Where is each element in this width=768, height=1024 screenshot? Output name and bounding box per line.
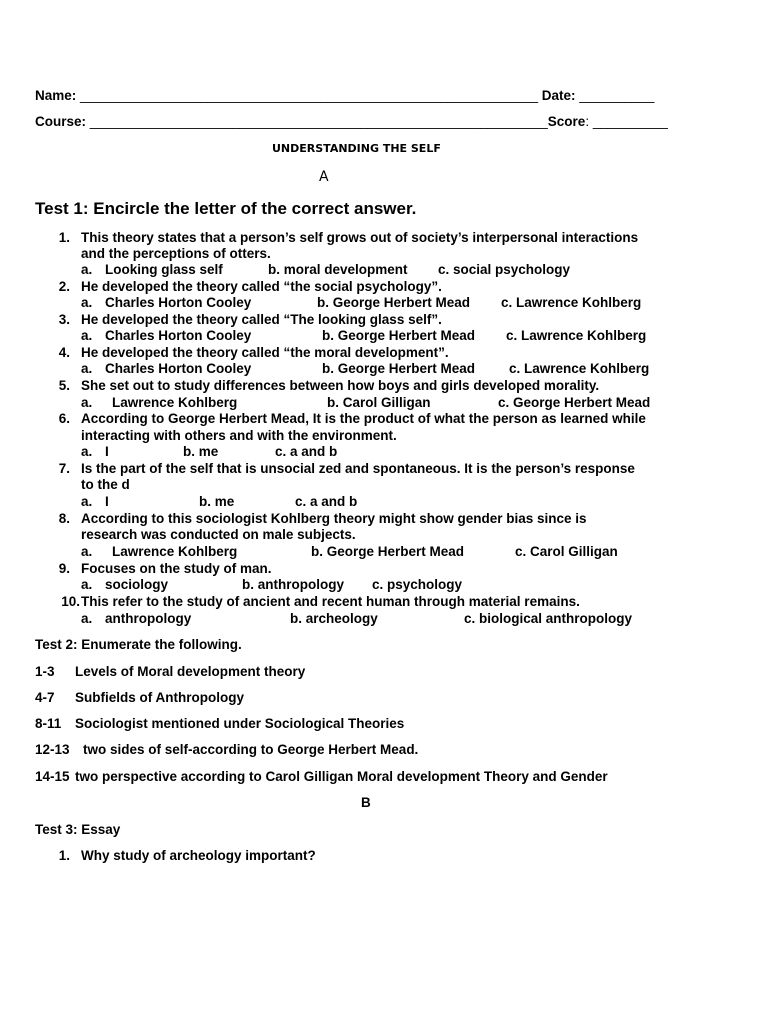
test1-heading: Test 1: Encircle the letter of the correct answer. (35, 199, 417, 218)
question-number: 1. (58, 230, 70, 245)
enum-range: 4-7 (35, 690, 55, 705)
question-number: 6. (58, 411, 70, 426)
question-text: and the perceptions of otters. (81, 246, 271, 261)
course-line: _____________________________________________________________ (89, 114, 548, 129)
choice-letter[interactable]: a. (81, 544, 93, 559)
choice-letter[interactable]: a. (81, 577, 93, 592)
choice-a[interactable]: sociology (105, 577, 169, 592)
choice-c[interactable]: c. Lawrence Kohlberg (506, 328, 647, 343)
question-text: research was conducted on male subjects. (81, 527, 356, 542)
score-label: Score (547, 114, 586, 129)
question-text: He developed the theory called “the social psychology”. (81, 279, 442, 294)
question-number: 4. (58, 345, 70, 360)
choice-c[interactable]: c. a and b (275, 444, 338, 459)
name-row (35, 88, 654, 103)
choice-letter[interactable]: a. (81, 494, 93, 509)
question-number: 9. (58, 561, 70, 576)
question-text: to the d (81, 477, 130, 492)
question-text: According to this sociologist Kohlberg theory might show gender bias since is (81, 511, 587, 526)
question-number: 3. (58, 312, 70, 327)
choice-b[interactable]: b. George Herbert Mead (317, 295, 471, 310)
choice-letter[interactable]: a. (81, 361, 93, 376)
question-number: 1. (58, 848, 70, 863)
choice-letter[interactable]: a. (81, 611, 93, 626)
question-text: He developed the theory called “the moral development”. (81, 345, 449, 360)
question-text: This theory states that a person’s self grows out of society’s interpersonal interactions (81, 230, 639, 245)
choice-c[interactable]: c. a and b (295, 494, 358, 509)
question-number: 7. (58, 461, 70, 476)
choice-b[interactable]: b. moral development (268, 262, 408, 277)
choice-letter[interactable]: a. (81, 262, 93, 277)
enum-range: 8-11 (35, 716, 62, 731)
choice-letter[interactable]: a. (81, 295, 93, 310)
choice-a[interactable]: Looking glass self (105, 262, 223, 277)
question-text: He developed the theory called “The looking glass self”. (81, 312, 442, 327)
test2-heading: Test 2: Enumerate the following. (35, 637, 242, 652)
choice-b[interactable]: b. Carol Gilligan (327, 395, 431, 410)
essay-question: Why study of archeology important? (81, 848, 316, 863)
name-label: Name: (35, 88, 77, 103)
enum-range: 12-13 (35, 742, 70, 757)
question-number: 10. (61, 594, 80, 609)
enum-text: Sociologist mentioned under Sociological Theories (75, 716, 405, 731)
choice-b[interactable]: b. George Herbert Mead (322, 361, 476, 376)
choice-a[interactable]: Lawrence Kohlberg (112, 544, 238, 559)
set-b-label: B (361, 795, 371, 810)
test3-heading: Test 3: Essay (35, 822, 121, 837)
enum-text: two perspective according to Carol Gilligan Moral development Theory and Gender (75, 769, 608, 784)
enum-range: 1-3 (35, 664, 55, 679)
question-text: Focuses on the study of man. (81, 561, 272, 576)
question-text: Is the part of the self that is unsocial zed and spontaneous. It is the person’s response (81, 461, 635, 476)
enum-text: Subfields of Anthropology (75, 690, 244, 705)
choice-letter[interactable]: a. (81, 395, 93, 410)
choice-c[interactable]: c. Lawrence Kohlberg (501, 295, 642, 310)
choice-c[interactable]: c. psychology (372, 577, 463, 592)
choice-c[interactable]: c. Lawrence Kohlberg (509, 361, 650, 376)
choice-b[interactable]: b. George Herbert Mead (322, 328, 476, 343)
question-text: According to George Herbert Mead, It is the product of what the person as learned while (81, 411, 646, 426)
name-line: _____________________________________________________________ (80, 88, 539, 103)
enum-range: 14-15 (35, 769, 70, 784)
course-label: Course: (35, 114, 87, 129)
choice-a[interactable]: anthropology (105, 611, 192, 626)
choice-a[interactable]: Charles Horton Cooley (105, 361, 252, 376)
choice-c[interactable]: c. biological anthropology (464, 611, 633, 626)
choice-c[interactable]: c. Carol Gilligan (515, 544, 618, 559)
score-colon: : (585, 114, 590, 129)
choice-c[interactable]: c. social psychology (438, 262, 571, 277)
score-line: __________ (592, 114, 668, 129)
course-row (35, 114, 668, 129)
choice-b[interactable]: b. anthropology (242, 577, 344, 592)
date-label: Date: (541, 88, 576, 103)
choice-a[interactable]: I (105, 494, 109, 509)
enum-text: two sides of self-according to George Herbert Mead. (83, 742, 419, 757)
date-line: __________ (579, 88, 655, 103)
choice-c[interactable]: c. George Herbert Mead (498, 395, 651, 410)
question-text: She set out to study differences between how boys and girls developed morality. (81, 378, 600, 393)
set-a-label: A (319, 169, 329, 185)
choice-letter[interactable]: a. (81, 444, 93, 459)
choice-letter[interactable]: a. (81, 328, 93, 343)
enum-text: Levels of Moral development theory (75, 664, 306, 679)
choice-a[interactable]: Charles Horton Cooley (105, 295, 252, 310)
document-title: UNDERSTANDING THE SELF (272, 142, 441, 155)
question-number: 2. (58, 279, 70, 294)
choice-a[interactable]: Charles Horton Cooley (105, 328, 252, 343)
question-number: 8. (58, 511, 70, 526)
choice-b[interactable]: b. me (183, 444, 219, 459)
question-text: interacting with others and with the environment. (81, 428, 397, 443)
choice-b[interactable]: b. archeology (290, 611, 378, 626)
choice-b[interactable]: b. George Herbert Mead (311, 544, 465, 559)
choice-b[interactable]: b. me (199, 494, 235, 509)
choice-a[interactable]: Lawrence Kohlberg (112, 395, 238, 410)
question-number: 5. (58, 378, 70, 393)
question-text: This refer to the study of ancient and recent human through material remains. (81, 594, 580, 609)
choice-a[interactable]: I (105, 444, 109, 459)
